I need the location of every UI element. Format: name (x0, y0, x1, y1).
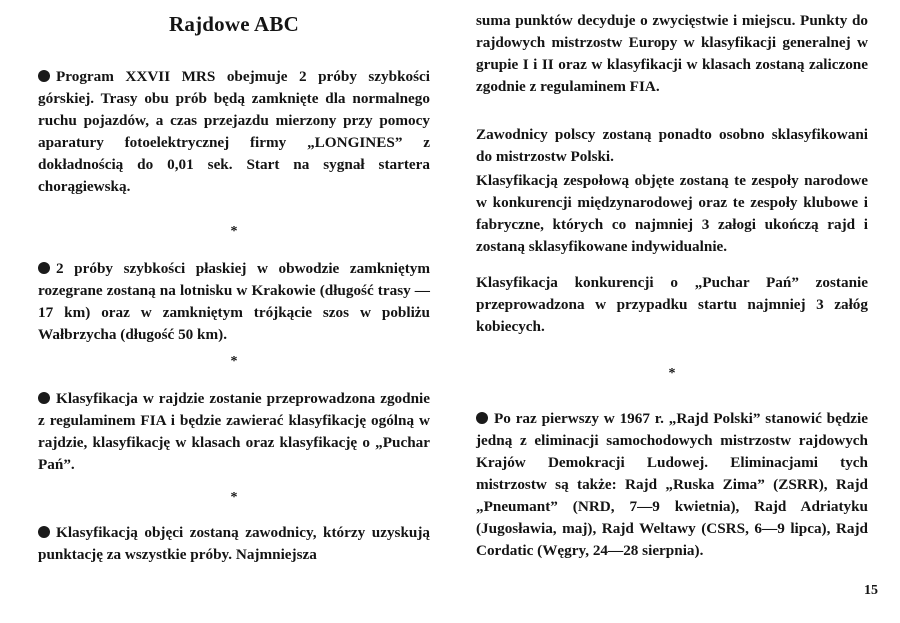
bullet-icon (476, 412, 488, 424)
paragraph-ladies-cup: Klasyfikacja konkurencji o „Puchar Pań” zostanie przeprowadzona w przypadku startu najmniej 3 załóg kobiecych. (476, 274, 868, 335)
paragraph-text: 2 próby szybkości płaskiej w obwodzie zamkniętym rozegrane zostaną na lotnisku w Krakowie (długość trasy — 17 km) oraz w zamkniętym trójkącie szos w pobliżu Wałbrzycha (długość 50 km). (38, 260, 430, 343)
asterisk-separator: * (668, 366, 676, 381)
paragraph-flat-speed-trials (38, 258, 430, 346)
paragraph-team-classification: Klasyfikacją zespołową objęte zostaną te zespoły narodowe w konkurencji międzynarodowej oraz te zespoły klubowe i fabryczne, których co najmniej 3 załogi ukończą rajd i zostaną sklasyfikowane indywidualnie. (476, 172, 868, 255)
paragraph-polish-championship: Zawodnicy polscy zostaną ponadto osobno sklasyfikowani do mistrzostw Polski. (476, 126, 868, 165)
bullet-icon (38, 262, 50, 274)
asterisk-separator: * (230, 490, 238, 505)
paragraph-competitors (38, 522, 430, 566)
paragraph-classification (38, 388, 430, 476)
bullet-icon (38, 70, 50, 82)
paragraph-text: Klasyfikacja w rajdzie zostanie przeprowadzona zgodnie z regulaminem FIA i będzie zawierać klasyfikację ogólną w rajdzie, klasyfikację w klasach oraz klasyfikację o „Puchar Pań”. (38, 390, 430, 473)
asterisk-separator: * (230, 354, 238, 369)
paragraph-rally-poland-1967 (476, 408, 868, 562)
paragraph-points: suma punktów decyduje o zwycięstwie i miejscu. Punkty do rajdowych mistrzostw Europy w klasyfikacji generalnej w grupie I i II oraz w klasyfikacji w klasach zostaną zaliczone zgodnie z regulaminem FIA. (476, 12, 868, 95)
paragraph-text: Po raz pierwszy w 1967 r. „Rajd Polski” stanowić będzie jedną z eliminacji samochodowych mistrzostw rajdowych Krajów Demokracji Ludowej. Eliminacjami tych mistrzostw są także: Rajd „Ruska Zima” (ZSRR), Rajd „Pneumant” (NRD, 7—9 kwietnia), Rajd Adriatyku (Jugosławia, maj), Rajd Weltawy (CSRS, 6—9 lipca), Rajd Cordatic (Węgry, 24—28 sierpnia). (476, 410, 868, 559)
asterisk-separator: * (230, 224, 238, 239)
bullet-icon (38, 392, 50, 404)
page-title: Rajdowe ABC (169, 12, 299, 36)
paragraph-program (38, 66, 430, 198)
bullet-icon (38, 526, 50, 538)
page-number: 15 (864, 583, 878, 598)
paragraph-text: Klasyfikacją objęci zostaną zawodnicy, którzy uzyskują punktację za wszystkie próby. Najmniejsza (38, 524, 430, 563)
paragraph-text: Program XXVII MRS obejmuje 2 próby szybkości górskiej. Trasy obu prób będą zamknięte dla normalnego ruchu pojazdów, a czas przejazdu mierzony przy pomocy aparatury fotoelektrycznej firmy „LONGINES” z dokładnością do 0,01 sek. Start na sygnał startera chorągiewską. (38, 68, 430, 195)
